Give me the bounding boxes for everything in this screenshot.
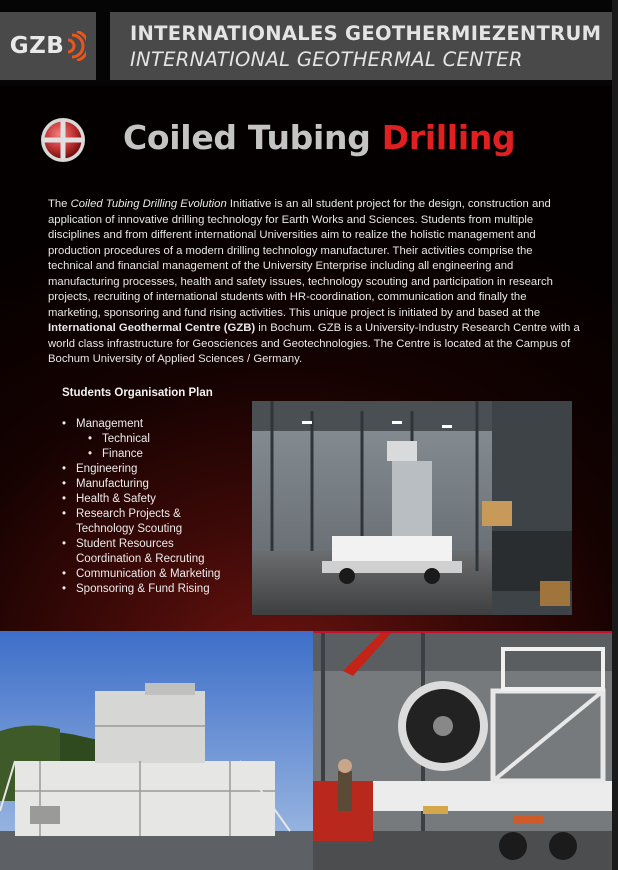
org-plan-item: • Student Resources <box>62 537 220 552</box>
org-plan-item: • Engineering <box>62 462 220 477</box>
intro-gzb-name: International Geothermal Centre (GZB) <box>48 322 256 334</box>
org-plan-item: • Research Projects & <box>62 507 220 522</box>
institution-title-box <box>110 12 612 80</box>
intro-body: Initiative is an all student project for the design, construction and application of innovative drilling technology for Earth Works and Sciences. Students from multiple disciplines and from different international Universities aim to realize the holistic management and production procedures of a modern drilling technology manufacturer. Their activities comprise the technical and financial management of the University Enterprise including all engineering and manufacturing processes, health and safety issues, technology scouting and participation in research projects, recruiting of international students with HR-coordination, communication and finally the marketing, sponsoring and fund rising activities. This unique project is initiated by and based at the <box>48 198 553 319</box>
drilling-hall-photo <box>252 401 572 615</box>
org-plan-item: • Sponsoring & Fund Rising <box>62 582 220 597</box>
org-plan-subitem: • Finance <box>62 447 220 462</box>
org-plan-item: • Communication & Marketing <box>62 567 220 582</box>
page-title <box>123 118 515 157</box>
institution-title-english: INTERNATIONAL GEOTHERMAL CENTER <box>130 48 523 71</box>
page-title-part1: Coiled Tubing <box>123 118 371 157</box>
org-plan-item: • Management <box>62 417 220 432</box>
signal-arcs-icon <box>66 31 86 61</box>
institution-title-german: INTERNATIONALES GEOTHERMIEZENTRUM <box>130 22 602 45</box>
right-edge-strip <box>612 0 618 870</box>
drilling-rig-photo <box>0 631 313 870</box>
org-plan-item: • Manufacturing <box>62 477 220 492</box>
org-plan-item: • Health & Safety <box>62 492 220 507</box>
gzb-logo <box>0 12 96 80</box>
org-plan-subitem: • Technical <box>62 432 220 447</box>
intro-end: in Bochum. GZB is a University-Industry Research Centre with a world class infrastructure for Geosciences and Geotechnologies. The Centre is located at the Campus of Bochum University of Applied Sciences / Germany. <box>48 322 580 365</box>
logo-text: GZB <box>9 33 65 59</box>
intro-initiative-name: Coiled Tubing Drilling Evolution <box>70 198 227 210</box>
org-plan-item: Technology Scouting <box>76 523 183 535</box>
drill-bit-icon <box>40 117 86 163</box>
org-plan-heading: Students Organisation Plan <box>62 387 213 399</box>
page-title-part2: Drilling <box>381 118 516 157</box>
org-plan-list <box>62 417 220 597</box>
org-plan-item: Coordination & Recruting <box>76 553 205 565</box>
intro-start: The <box>48 198 71 210</box>
intro-paragraph <box>48 197 580 368</box>
coiled-tubing-truck-photo <box>313 631 612 870</box>
